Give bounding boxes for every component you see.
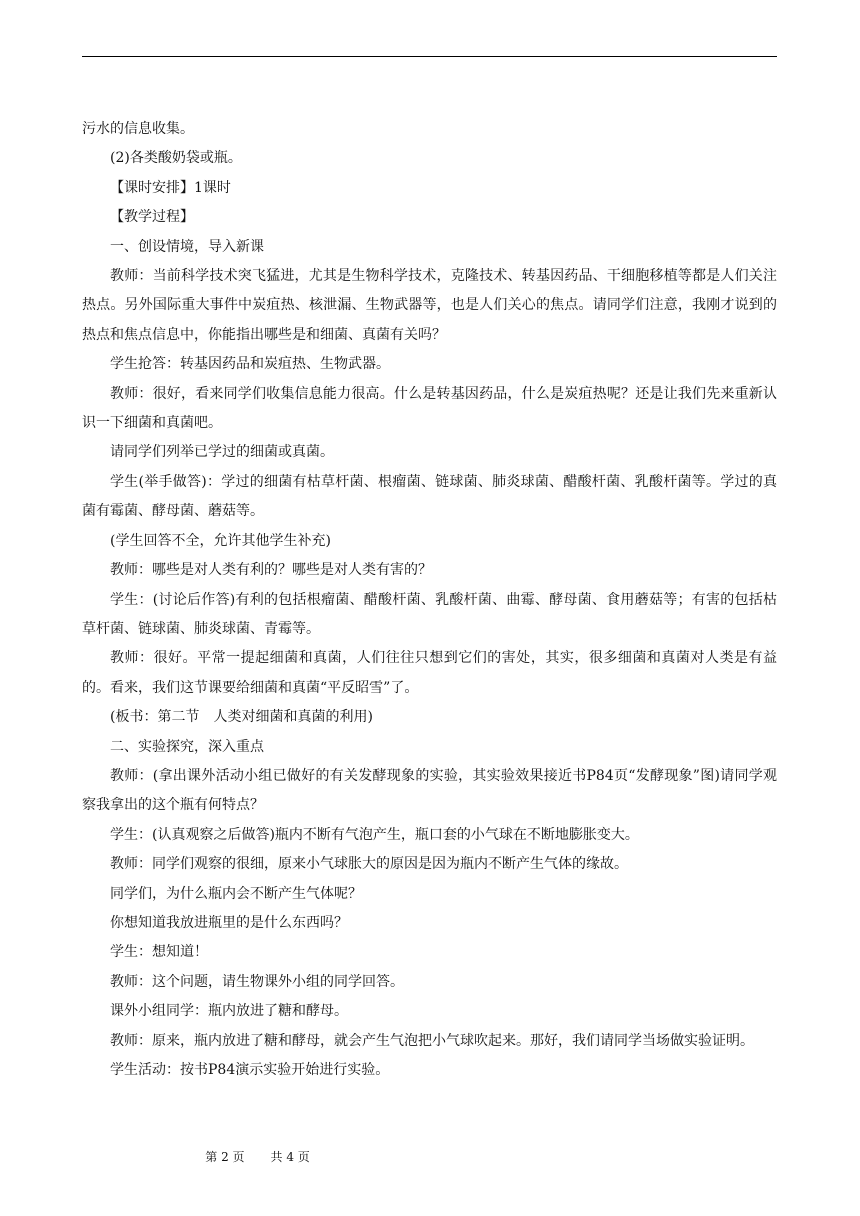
paragraph: 教师：原来，瓶内放进了糖和酵母，就会产生气泡把小气球吹起来。那好，我们请同学当场做实验证明。 xyxy=(110,1032,754,1049)
paragraph: (学生回答不全，允许其他学生补充) xyxy=(110,532,331,549)
paragraph: 学生抢答：转基因药品和炭疽热、生物武器。 xyxy=(110,356,390,373)
paragraph: 污水的信息收集。 xyxy=(82,121,194,137)
paragraph: 请同学们列举已学过的细菌或真菌。 xyxy=(110,444,334,461)
page-number: 第 2 页 xyxy=(205,1150,245,1164)
paragraph: 课外小组同学：瓶内放进了糖和酵母。 xyxy=(110,1003,348,1020)
paragraph: 【课时安排】1课时 xyxy=(110,179,231,196)
paragraph: 学生：(讨论后作答)有利的包括根瘤菌、醋酸杆菌、乳酸杆菌、曲霉、酵母菌、食用蘑菇等；有害的包括枯草杆菌、链球菌、肺炎球菌、青霉等。 xyxy=(82,591,777,637)
paragraph: 学生活动：按书P84演示实验开始进行实验。 xyxy=(110,1062,390,1078)
paragraph: 教师：这个问题，请生物课外小组的同学回答。 xyxy=(110,973,404,990)
paragraph: 教师：很好，看来同学们收集信息能力很高。什么是转基因药品，什么是炭疽热呢？还是让我们先来重新认识一下细菌和真菌吧。 xyxy=(82,385,777,432)
page-total: 共 4 页 xyxy=(270,1150,310,1164)
paragraph: 教师：哪些是对人类有利的？哪些是对人类有害的？ xyxy=(110,562,432,579)
body-text xyxy=(82,115,777,1085)
paragraph: 你想知道我放进瓶里的是什么东西吗？ xyxy=(110,914,348,931)
paragraph: (2)各类酸奶袋或瓶。 xyxy=(110,150,242,167)
paragraph: 同学们，为什么瓶内会不断产生气体呢？ xyxy=(110,885,362,902)
header-rule xyxy=(82,56,777,57)
paragraph: 一、创设情境，导入新课 xyxy=(110,238,264,255)
paragraph: 教师：(拿出课外活动小组已做好的有关发酵现象的实验，其实验效果接近书P84页“发酵现象”图)请同学观察我拿出的这个瓶有何特点？ xyxy=(82,767,777,814)
paragraph: 二、实验探究，深入重点 xyxy=(110,738,264,755)
page-footer xyxy=(190,1134,310,1179)
paragraph: 学生：想知道！ xyxy=(110,944,208,961)
paragraph: 教师：很好。平常一提起细菌和真菌，人们往往只想到它们的害处，其实，很多细菌和真菌对人类是有益的。看来，我们这节课要给细菌和真菌“平反昭雪”了。 xyxy=(82,650,777,696)
paragraph: 学生：(认真观察之后做答)瓶内不断有气泡产生，瓶口套的小气球在不断地膨胀变大。 xyxy=(110,826,639,843)
paragraph: (板书：第二节 人类对细菌和真菌的利用) xyxy=(110,709,373,726)
paragraph: 教师：同学们观察的很细，原来小气球胀大的原因是因为瓶内不断产生气体的缘故。 xyxy=(110,856,628,873)
paragraph: 学生(举手做答)：学过的细菌有枯草杆菌、根瘤菌、链球菌、肺炎球菌、醋酸杆菌、乳酸杆菌等。学过的真菌有霉菌、酵母菌、蘑菇等。 xyxy=(82,473,777,520)
paragraph: 教师：当前科学技术突飞猛进，尤其是生物科学技术，克隆技术、转基因药品、干细胞移植等都是人们关注热点。另外国际重大事件中炭疽热、核泄漏、生物武器等，也是人们关心的焦点。请同学们注意，我刚才说到的热点和焦点信息中，你能指出哪些是和细菌、真菌有关吗？ xyxy=(82,268,777,343)
paragraph: 【教学过程】 xyxy=(110,209,194,226)
